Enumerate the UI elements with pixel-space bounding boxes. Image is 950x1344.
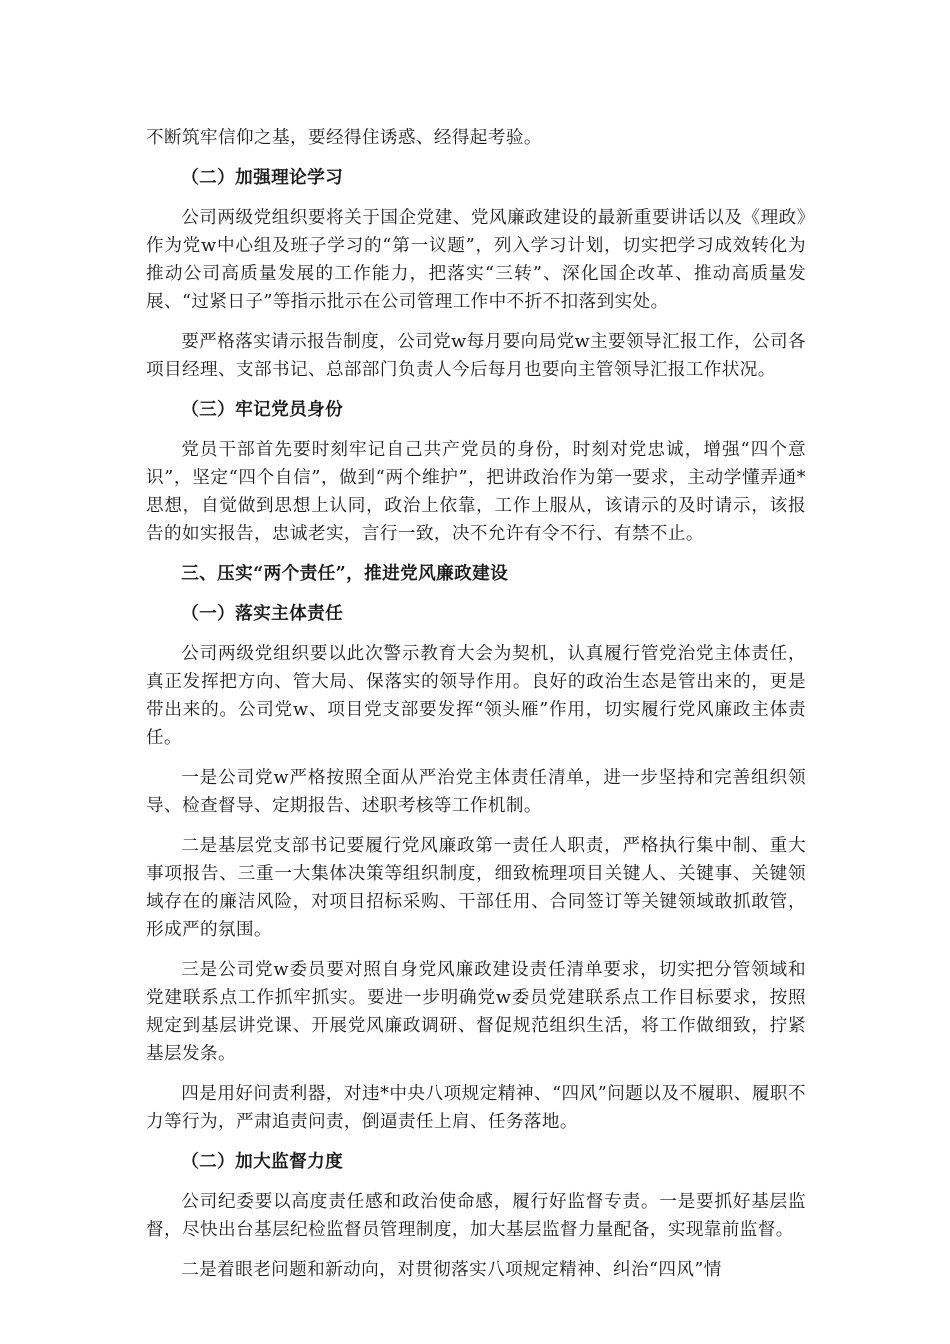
section-heading-main-responsibility: （一）落实主体责任 <box>181 603 344 624</box>
section-heading-strengthen-theory-study: （二）加强理论学习 <box>181 167 344 188</box>
paragraph: 公司两级党组织要将关于国企党建、党风廉政建设的最新重要讲话以及《理政》作为党w中心组及班子学习的“第一议题”，列入学习计划，切实把学习成效转化为推动公司高质量发展的工作能力，把落实“三转”、深化国企改革、推动高质量发展、“过紧日子”等指示批示在公司管理工作中不折不扣落到实处。 <box>146 208 806 312</box>
paragraph: 四是用好问责利器，对违*中央八项规定精神、“四风”问题以及不履职、履职不力等行为，严肃追责问责，倒逼责任上肩、任务落地。 <box>146 1084 806 1132</box>
paragraph: 公司纪委要以高度责任感和政治使命感，履行好监督专责。一是要抓好基层监督，尽快出台基层纪检监督员管理制度，加大基层监督力量配备，实现靠前监督。 <box>146 1192 806 1240</box>
continued-paragraph: 不断筑牢信仰之基，要经得住诱惑、经得起考验。 <box>146 128 542 148</box>
paragraph: 一是公司党w严格按照全面从严治党主体责任清单，进一步坚持和完善组织领导、检查督导、定期报告、述职考核等工作机制。 <box>146 768 806 816</box>
paragraph: 三是公司党w委员要对照自身党风廉政建设责任清单要求，切实把分管领域和党建联系点工作抓牢抓实。要进一步明确党w委员党建联系点工作目标要求，按照规定到基层讲党课、开展党风廉政调研、督促规范组织生活，将工作做细致，拧紧基层发条。 <box>146 960 806 1064</box>
section-heading-remember-party-identity: （三）牢记党员身份 <box>181 399 344 420</box>
paragraph: 公司两级党组织要以此次警示教育大会为契机，认真履行管党治党主体责任，真正发挥把方向、管大局、保落实的领导作用。良好的政治生态是管出来的，更是带出来的。公司党w、项目党支部要发挥“领头雁”作用，切实履行党风廉政主体责任。 <box>146 644 806 748</box>
document-page <box>146 124 806 1284</box>
paragraph: 二是着眼老问题和新动向，对贯彻落实八项规定精神、纠治“四风”情 <box>181 1260 722 1280</box>
section-heading-supervision: （二）加大监督力度 <box>181 1151 344 1172</box>
paragraph: 要严格落实请示报告制度，公司党w每月要向局党w主要领导汇报工作，公司各项目经理、支部书记、总部部门负责人今后每月也要向主管领导汇报工作状况。 <box>146 332 806 380</box>
paragraph: 二是基层党支部书记要履行党风廉政第一责任人职责，严格执行集中制、重大事项报告、三重一大集体决策等组织制度，细致梳理项目关键人、关键事、关键领域存在的廉洁风险，对项目招标采购、干部任用、合同签订等关键领域敢抓敢管，形成严的氛围。 <box>146 836 806 940</box>
chapter-heading-two-responsibilities: 三、压实“两个责任”，推进党风廉政建设 <box>181 563 509 584</box>
paragraph: 党员干部首先要时刻牢记自己共产党员的身份，时刻对党忠诚，增强“四个意识”，坚定“四个自信”，做到“两个维护”，把讲政治作为第一要求，主动学懂弄通*思想，自觉做到思想上认同，政治上依靠，工作上服从，该请示的及时请示，该报告的如实报告，忠诚老实，言行一致，决不允许有令不行、有禁不止。 <box>146 440 806 544</box>
